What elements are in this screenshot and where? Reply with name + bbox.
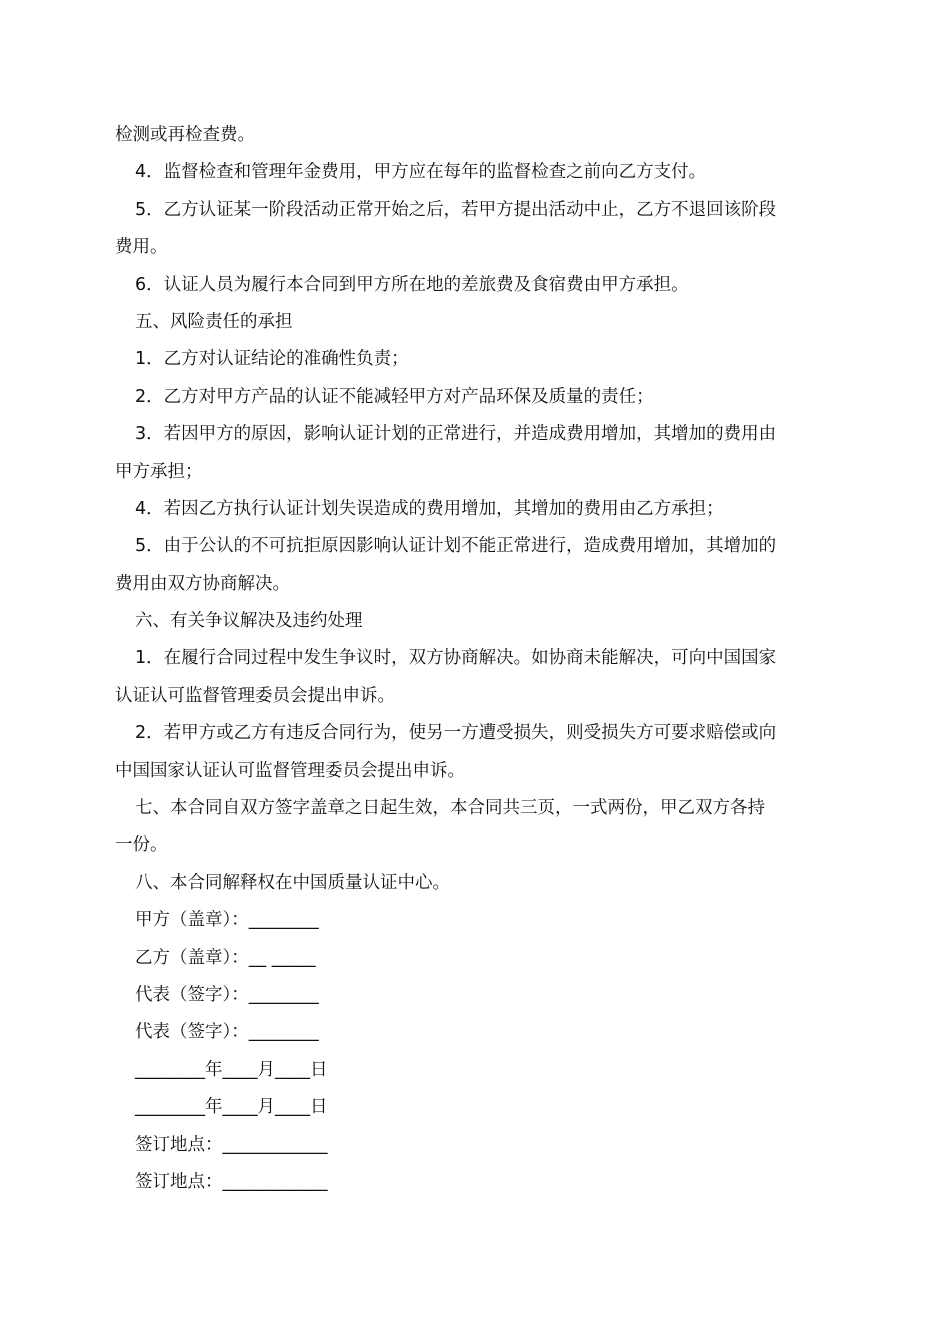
- document-body: [115, 117, 835, 1201]
- paragraph-line: 6．认证人员为履行本合同到甲方所在地的差旅费及食宿费由甲方承担。: [135, 274, 689, 295]
- signing-location-field-a: 签订地点：____________: [135, 1134, 328, 1155]
- signing-location-field-b: 签订地点：____________: [135, 1171, 328, 1192]
- section-heading: 八、本合同解释权在中国质量认证中心。: [135, 872, 450, 893]
- paragraph-line: 4．监督检查和管理年金费用，甲方应在每年的监督检查之前向乙方支付。: [135, 162, 707, 183]
- paragraph-line: 1．乙方对认证结论的准确性负责；: [135, 349, 409, 370]
- paragraph-line: 2．若甲方或乙方有违反合同行为，使另一方遭受损失，则受损失方可要求赔偿或向: [135, 723, 777, 744]
- date-field-b: ________年____月____日: [135, 1097, 328, 1118]
- signature-field-party-a-seal: 甲方（盖章）：________: [135, 910, 319, 931]
- paragraph-line: 2．乙方对甲方产品的认证不能减轻甲方对产品环保及质量的责任；: [135, 386, 654, 407]
- section-heading: 五、风险责任的承担: [135, 311, 293, 332]
- paragraph-line: 4．若因乙方执行认证计划失误造成的费用增加，其增加的费用由乙方承担；: [135, 498, 724, 519]
- signature-field-representative-a: 代表（签字）：________: [135, 984, 319, 1005]
- section-heading: 七、本合同自双方签字盖章之日起生效，本合同共三页，一式两份，甲乙双方各持: [135, 798, 765, 819]
- paragraph-line: 费用。: [115, 237, 168, 258]
- signature-field-representative-b: 代表（签字）：________: [135, 1022, 319, 1043]
- signature-field-party-b-seal: 乙方（盖章）：__ _____: [135, 947, 316, 968]
- paragraph-line: 甲方承担；: [115, 461, 203, 482]
- section-heading: 六、有关争议解决及违约处理: [135, 611, 363, 632]
- paragraph-line: 认证认可监督管理委员会提出申诉。: [115, 685, 395, 706]
- paragraph-line: 费用由双方协商解决。: [115, 573, 290, 594]
- paragraph-line: 5．乙方认证某一阶段活动正常开始之后，若甲方提出活动中止，乙方不退回该阶段: [135, 199, 777, 220]
- paragraph-line: 一份。: [115, 835, 168, 856]
- paragraph-line: 检测或再检查费。: [115, 125, 255, 145]
- paragraph-line: 中国国家认证认可监督管理委员会提出申诉。: [115, 760, 465, 781]
- paragraph-line: 5．由于公认的不可抗拒原因影响认证计划不能正常进行，造成费用增加，其增加的: [135, 536, 777, 557]
- date-field-a: ________年____月____日: [135, 1059, 328, 1080]
- paragraph-line: 1．在履行合同过程中发生争议时，双方协商解决。如协商未能解决，可向中国国家: [135, 648, 777, 669]
- paragraph-line: 3．若因甲方的原因，影响认证计划的正常进行，并造成费用增加，其增加的费用由: [135, 424, 777, 445]
